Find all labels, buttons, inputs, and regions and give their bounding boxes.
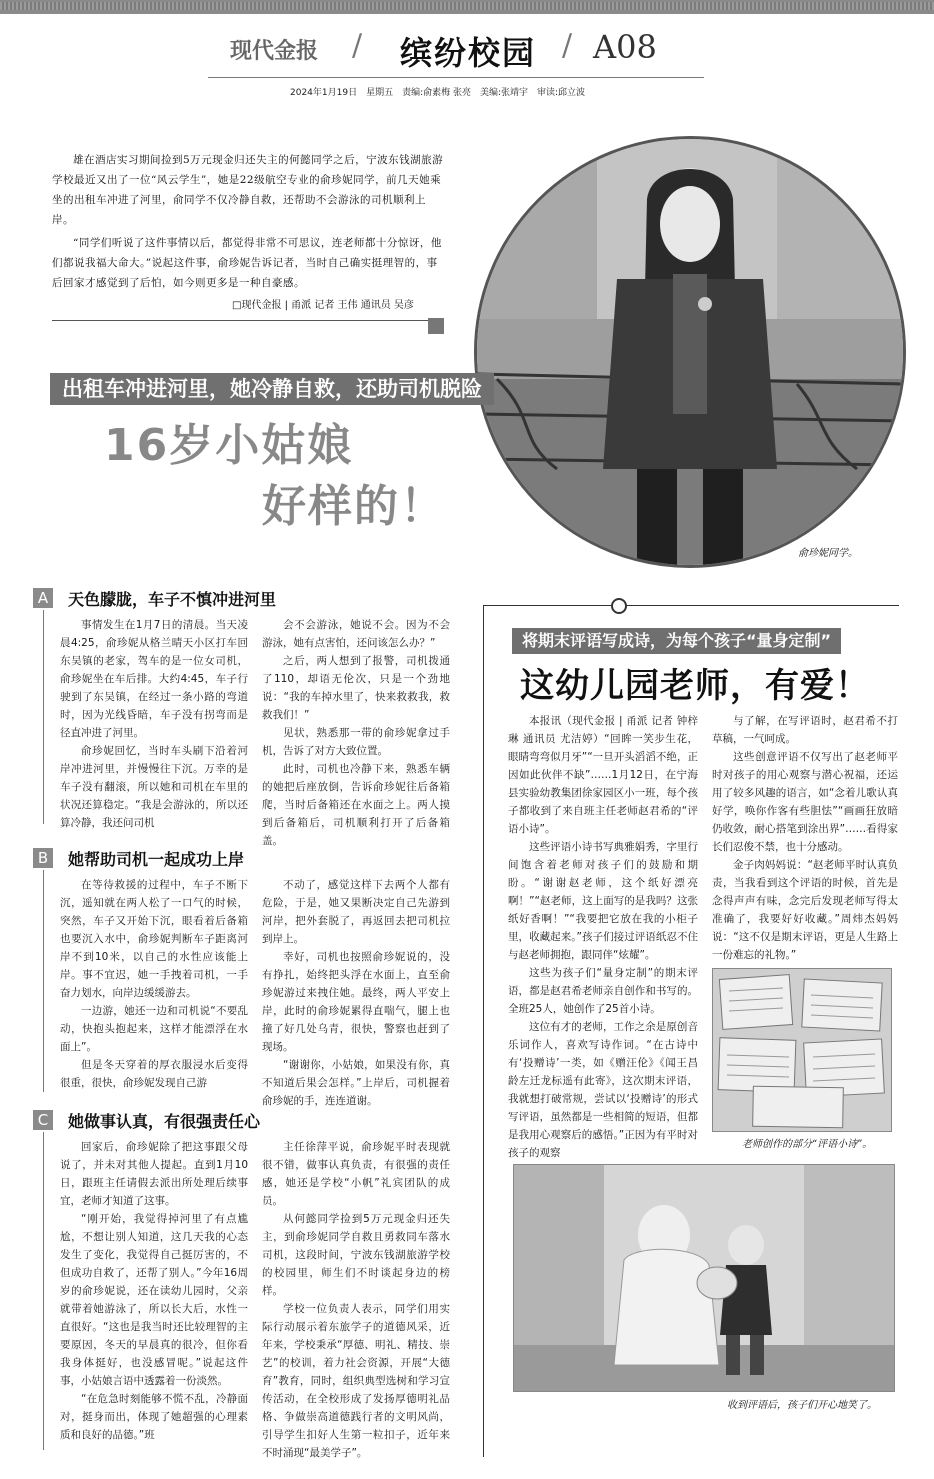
header-separator: / — [352, 28, 363, 63]
teacher-child-caption: 收到评语后，孩子们开心地笑了。 — [727, 1400, 877, 1411]
paragraph: 此时，司机也冷静下来，熟悉车辆的她把后座放倒，告诉俞珍妮往后备箱爬，当时后备箱还在水面之上。两人摸到后备箱后，司机顺利打开了后备箱盖。 — [262, 763, 450, 847]
paragraph: 这位有才的老师，工作之余是原创音乐词作人，喜欢写诗作词。“在古诗中有‘投赠诗’一类，如《赠汪伦》《闻王昌龄左迁龙标遥有此寄》，这次期末评语，我就想打破常规，尝试以‘投赠诗’的形式写评语，虽然都是一些相简的短语，但都是我用心观察后的感悟。”正因为有平时对孩子的观察 — [508, 1021, 698, 1159]
paragraph: 从何懿同学捡到5万元现金归还失主，到俞珍妮同学自救且勇救同车落水司机，这段时间，宁波东钱湖旅游学校的校园里，师生们不时谈起身边的榜样。 — [262, 1213, 450, 1297]
section-a-title: 天色朦胧，车子不慎冲进河里 — [68, 590, 277, 609]
paragraph: 见状，熟悉那一带的俞珍妮拿过手机，告诉了对方大致位置。 — [262, 727, 450, 757]
paragraph: 学校一位负责人表示，同学们用实际行动展示着东旅学子的道德风采，近年来，学校秉承“厚德、明礼、精技、崇艺”的校训，着力社会资源，开展“大德育”教育，同时，组织典型选树和学习宣传活动，在全校形成了发扬厚德明礼品格、争做崇高道德践行者的文明风尚，引导学生扣好人生第一粒扣子，近年来不时涌现“最美学子”。 — [262, 1303, 450, 1459]
poem-cards-photo — [712, 968, 892, 1132]
section-b-col1 — [60, 876, 248, 1092]
story-banner: 出租车冲进河里，她冷静自救，还助司机脱险 — [50, 373, 494, 405]
headline-line1: 16岁小姑娘 — [104, 420, 354, 471]
paragraph: 但是冬天穿着的厚衣服浸水后变得很重，很快，俞珍妮发现自己游 — [60, 1059, 248, 1089]
story2-left-rule — [483, 605, 484, 1457]
page-number: A08 — [593, 28, 657, 66]
section-b-title: 她帮助司机一起成功上岸 — [68, 850, 245, 869]
teacher-child-illustration — [514, 1165, 894, 1391]
header-rule — [208, 77, 704, 78]
paragraph: 这些创意评语不仅写出了赵老师平时对孩子的用心观察与潜心祝福，还运用了较多风趣的语言，如“念着儿歌认真好学，唤你作客有些胆怯”“画画狂放暗仍收敛，耐心搭笔到涂出界”……看得家长们忍俊不禁，也十分感动。 — [712, 751, 898, 853]
paragraph: 回家后，俞珍妮除了把这事跟父母说了，并未对其他人提起。直到1月10日，跟班主任请假去派出所处理后续事宜，老师才知道了这事。 — [60, 1141, 248, 1207]
story2-headline: 这幼儿园老师，有爱！ — [520, 666, 870, 706]
section-title: 缤纷校园 — [400, 34, 537, 72]
paragraph: 主任徐萍平说，俞珍妮平时表现就很不错，做事认真负责，有很强的责任感，她还是学校“小帆”礼宾团队的成员。 — [262, 1141, 450, 1207]
paragraph: 一边游，她还一边和司机说“不要乱动，快抱头抱起来，这样才能漂浮在水面上”。 — [60, 1005, 248, 1053]
section-c-rule — [43, 1132, 44, 1450]
section-a-col1 — [60, 616, 248, 832]
photo-caption: 俞珍妮同学。 — [798, 548, 858, 559]
paragraph: 金子肉妈妈说：“赵老师平时认真负责，当我看到这个评语的时候，首先是念得声声有味，念完后发现老师写得太准确了，我要好好收藏。”周炜杰妈妈说：“这不仅是期末评语，更是人生路上一份难忘的礼物。” — [712, 859, 898, 961]
story2-col1 — [508, 712, 698, 1162]
lead-square — [428, 318, 444, 334]
teacher-child-photo — [513, 1164, 895, 1392]
section-a-rule — [43, 610, 44, 824]
newspaper-name: 现代金报 — [230, 38, 319, 64]
paragraph: 与了解，在写评语时，赵君希不打草稿，一气呵成。 — [712, 715, 898, 745]
paragraph: 之后，两人想到了报警，司机拨通了110，却语无伦次，只是一个劲地说：“我的车掉水里了，快来救救我，救救我们！” — [262, 655, 450, 721]
section-b-rule — [43, 870, 44, 1092]
student-photo — [474, 136, 906, 568]
paragraph: “谢谢你，小姑娘，如果没有你，真不知道后果会怎样。”上岸后，司机握着俞珍妮的手，连连道谢。 — [262, 1059, 450, 1107]
paragraph: 不动了，感觉这样下去两个人都有危险，于是，她又果断决定自己先游到河岸，把外套脱了，再返回去把司机拉到岸上。 — [262, 879, 450, 945]
lead-p1: 雄在酒店实习期间捡到5万元现金归还失主的何懿同学之后，宁波东钱湖旅游学校最近又出了一位“风云学生”，她是22级航空专业的俞珍妮同学，前几天她乘坐的出租车冲进了河里，俞同学不仅冷静自救，还帮助不会游泳的司机顺利上岸。 — [52, 154, 444, 226]
paragraph: 事情发生在1月7日的清晨。当天凌晨4:25，俞珍妮从格兰晴天小区打车回东吴镇的老家，驾车的是一位女司机，俞珍妮坐在车后排。大约4:45，车子行驶到了东吴镇，在经过一条小路的弯道时，因为光线昏暗，车子没有拐弯而是径直冲进了河里。 — [60, 619, 248, 739]
paragraph: 在等待救援的过程中，车子不断下沉，遥知就在两人松了一口气的时候，突然，车子又开始下沉，眼看着后备箱也要沉入水中，俞珍妮判断车子距离河岸不到10米，以自己的水性应该能上岸。事不宜迟，她一手拽着司机，一手奋力划水，向岸边缓缓游去。 — [60, 879, 248, 999]
paragraph: 俞珍妮回忆，当时车头刷下沿着河岸冲进河里，并慢慢往下沉。万幸的是车子没有翻滚，所以她和司机在车里的状况还算稳定。“我是会游泳的，所以还算冷静，我还问司机 — [60, 745, 248, 829]
section-a-marker: A — [33, 588, 53, 608]
poem-cards-illustration — [713, 969, 891, 1131]
header-separator: / — [562, 28, 573, 63]
header-meta: 2024年1月19日 星期五 责编:俞素梅 张亮 美编:张靖宇 审读:邱立波 — [290, 88, 586, 98]
section-c-title: 她做事认真，有很强责任心 — [68, 1112, 261, 1131]
student-photo-illustration — [477, 139, 903, 565]
section-a-col2 — [262, 616, 450, 850]
story2-ornament — [611, 598, 627, 614]
section-b-col2 — [262, 876, 450, 1110]
paragraph: 本报讯（现代金报 | 甬派 记者 钟梓琳 通讯员 尤洁婷）“回眸一笑步生花，眼睛弯弯似月牙”“一旦开头滔滔不绝，正因如此伙伴不缺”……1月12日，在宁海县实验幼教集团徐家园区小一班，每个孩子都收到了来自班主任老师赵君希的“评语小诗”。 — [508, 715, 698, 835]
lead-p2: “同学们听说了这件事情以后，都觉得非常不可思议，连老师都十分惊讶，他们都说我福大命大。”说起这件事，俞珍妮告诉记者，当时自己确实挺理智的，事后回家才感觉到了后怕，如今则更多是一种自豪感。 — [52, 237, 442, 289]
paragraph: 会不会游泳，她说不会。因为不会游泳，她有点害怕，还问该怎么办？” — [262, 619, 450, 649]
top-bar — [0, 0, 934, 14]
section-b-marker: B — [33, 848, 53, 868]
byline: □现代金报 | 甬派 记者 王伟 通讯员 吴彦 — [232, 300, 414, 311]
section-c-marker: C — [33, 1110, 53, 1130]
story2-banner: 将期末评语写成诗，为每个孩子“量身定制” — [512, 628, 841, 654]
section-c-col2 — [262, 1138, 450, 1462]
paragraph: 这些评语小诗书写典雅娟秀，字里行间饱含着老师对孩子们的鼓励和期盼。“谢谢赵老师，这个纸好漂亮啊！”“赵老师，这上面写的是我吗？这张纸好香啊！”“我要把它放在我的小柜子里，收藏起来。”孩子们接过评语纸忍不住与赵老师拥抱，跟同伴“炫耀”。 — [508, 841, 698, 961]
paragraph: 这些为孩子们“量身定制”的期末评语，都是赵君希老师亲自创作和书写的。全班25人，她创作了25首小诗。 — [508, 967, 698, 1015]
story2-top-rule — [483, 605, 899, 606]
paragraph: “刚开始，我觉得掉河里了有点尴尬，不想让别人知道，这几天我的心态发生了变化，我觉得自己挺厉害的，不但成功自救了，还帮了别人。”今年16周岁的俞珍妮说，还在读幼儿园时，父亲就带着她游泳了，所以长大后，水性一直很好。“这也是我当时还比较理智的主要原因，冬天的早晨真的很冷，但你看我身体挺好，也没感冒呢。”说起这件事，小姑娘言语中透露着一份淡然。 — [60, 1213, 248, 1387]
story2-col2 — [712, 712, 898, 964]
paragraph: “在危急时刻能够不慌不乱，冷静面对，挺身而出，体现了她超强的心理素质和良好的品德。”班 — [60, 1393, 248, 1441]
paragraph: 幸好，司机也按照俞珍妮说的，没有挣扎，始终把头浮在水面上，直至俞珍妮游过来拽住她。最终，两人平安上岸，此时的俞珍妮累得直喘气，腿上也撞了好几处乌青，很快，警察也赶到了现场。 — [262, 951, 450, 1053]
lead-rule — [52, 320, 444, 321]
section-c-col1 — [60, 1138, 248, 1444]
lead-paragraph — [52, 150, 444, 296]
poem-cards-caption: 老师创作的部分“评语小诗”。 — [742, 1139, 873, 1150]
headline-line2: 好样的！ — [262, 481, 446, 532]
